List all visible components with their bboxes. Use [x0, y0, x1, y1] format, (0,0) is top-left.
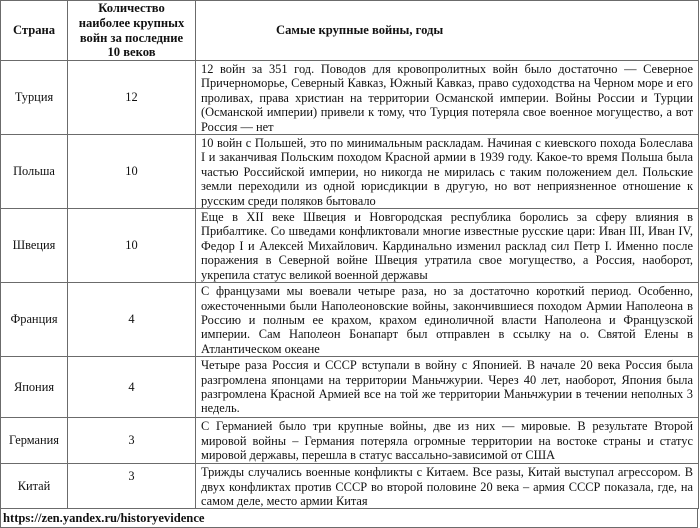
country-cell: Франция [1, 283, 68, 357]
table-row [1, 209, 699, 283]
count-cell: 4 [68, 357, 196, 418]
description-cell: Трижды случались военные конфликты с Китаем. Все разы, Китай выступал агрессором. В двух конфликтах против СССР во второй половине 20 века – армия СССР показала, где, на самом деле, место армии Китая [196, 464, 699, 509]
country-cell: Германия [1, 418, 68, 464]
table-row [1, 61, 699, 135]
source-link[interactable]: https://zen.yandex.ru/historyevidence [0, 509, 698, 528]
table-row [1, 418, 699, 464]
header-row [1, 1, 699, 61]
table-row [1, 357, 699, 418]
header-country: Страна [1, 1, 68, 61]
count-cell: 4 [68, 283, 196, 357]
count-cell: 12 [68, 61, 196, 135]
country-cell: Китай [1, 464, 68, 509]
description-cell: Четыре раза Россия и СССР вступали в войну с Японией. В начале 20 века Россия была разгромлена японцами на территории Маньчжурии. Через 40 лет, наоборот, Япония была разгромлена Красной Армией все на той же территории Маньчжурии в течении неполных 3 недель. [196, 357, 699, 418]
country-cell: Польша [1, 135, 68, 209]
description-cell: 10 войн с Польшей, это по минимальным раскладам. Начиная с киевского похода Болеслава I и заканчивая Польским походом Красной армии в 1939 году. Какое-то время Польша была частью Российской империи, но никогда не мирилась с таким положением дел. Польские земли переходили из одной юрисдикции в другую, но вот неприязненное отношение к русским среди поляков бытовало [196, 135, 699, 209]
table-row [1, 135, 699, 209]
count-cell: 10 [68, 135, 196, 209]
header-count: Количество наиболее крупных войн за последние 10 веков [68, 1, 196, 61]
count-cell: 3 [68, 464, 196, 509]
table-row [1, 464, 699, 509]
country-cell: Турция [1, 61, 68, 135]
table-row [1, 283, 699, 357]
country-cell: Швеция [1, 209, 68, 283]
description-cell: Еще в XII веке Швеция и Новгородская республика боролись за сферу влияния в Прибалтике. Со шведами конфликтовали многие известные русские цари: Иван III, Иван IV, Федор I и Алексей Михайлович. Кардинально изменил расклад сил Петр I. Именно после поражения в Северной войне Швеция утратила свое могущество, а Россия, наоборот, укрепила статус великой военной державы [196, 209, 699, 283]
description-cell: С Германией было три крупные войны, две из них — мировые. В результате Второй мировой войны – Германия потеряла огромные территории на востоке страны и статус мировой державы, перешла в статус вассально-зависимой от США [196, 418, 699, 464]
description-cell: С французами мы воевали четыре раза, но за достаточно короткий период. Особенно, ожесточенными были Наполеоновские войны, закончившиеся походом Армии Наполеона в Россию и полным ее крахом, крахом единоличной власти Наполеона и Французской империи. Сам Наполеон Бонапарт был отправлен в ссылку на о. Святой Елены в Атлантическом океане [196, 283, 699, 357]
count-cell: 3 [68, 418, 196, 464]
count-cell: 10 [68, 209, 196, 283]
country-cell: Япония [1, 357, 68, 418]
description-cell: 12 войн за 351 год. Поводов для кровопролитных войн было достаточно — Северное Причерноморье, Северный Кавказ, Южный Кавказ, право судоходства на Черном море и его проливах, права христиан на территории Османской империи. Войны России и Турции (Османской империи) привели к тому, что Турция потеряла свое военное могущество, а вот Россия — нет [196, 61, 699, 135]
header-wars: Самые крупные войны, годы [196, 1, 699, 61]
